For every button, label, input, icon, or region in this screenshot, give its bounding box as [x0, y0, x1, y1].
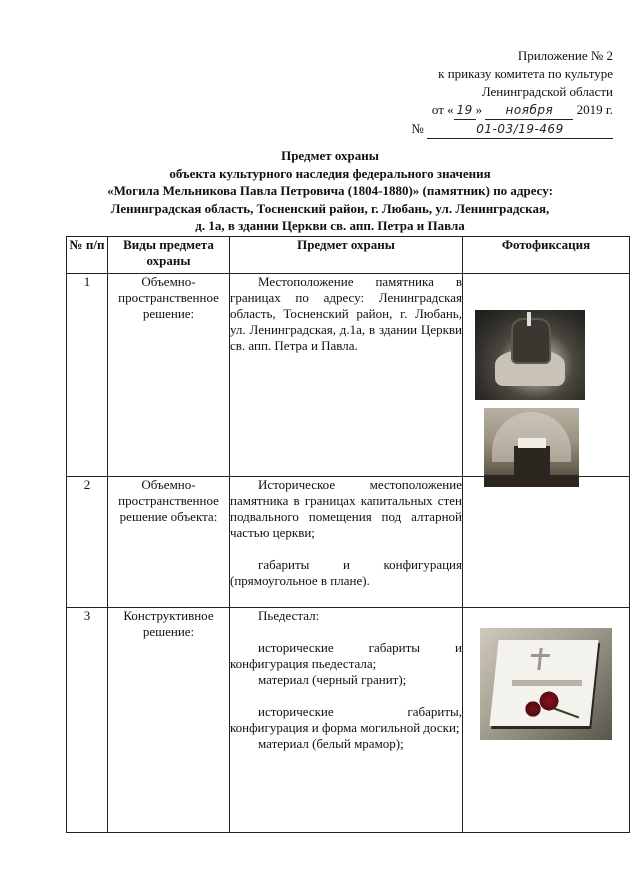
quote-close: »	[475, 102, 483, 117]
document-title	[60, 147, 600, 235]
appendix-line: Приложение № 2	[517, 48, 613, 63]
subject-paragraph: материал (черный гранит);	[258, 672, 407, 687]
appendix-header	[373, 47, 613, 139]
table-row	[67, 274, 630, 477]
order-date	[373, 101, 613, 120]
subject-paragraph: исторические габариты, конфигурация и форма могильной доски;	[230, 704, 462, 735]
row-subject	[230, 608, 463, 833]
handwritten-day: 19	[454, 101, 476, 120]
title-line: Предмет охраны	[281, 148, 379, 163]
handwritten-month: ноября	[485, 101, 573, 120]
order-reference: к приказу комитета по культуре	[438, 66, 613, 81]
title-line: «Могила Мельникова Павла Петровича (1804-1880)» (памятник) по адресу:	[107, 183, 553, 199]
row-subject	[230, 477, 463, 608]
subject-paragraph: материал (белый мрамор);	[258, 736, 404, 751]
row-kind: Объемно-пространственное решение объекта:	[108, 477, 230, 608]
region-name: Ленинградской области	[481, 84, 613, 99]
crypt-interior-photo	[484, 408, 579, 487]
subject-paragraph: исторические габариты и конфигурация пьедестала;	[230, 640, 462, 671]
row-number: 3	[67, 608, 108, 833]
row-number: 1	[67, 274, 108, 477]
row-kind: Объемно-пространственное решение:	[108, 274, 230, 477]
header-kind: Виды предмета охраны	[108, 237, 230, 274]
number-label: №	[411, 121, 424, 136]
table-row	[67, 477, 630, 608]
photo-cell	[463, 274, 630, 477]
handwritten-number: 01-03/19-469	[427, 120, 613, 139]
photo-cell	[463, 608, 630, 833]
order-year: 2019 г.	[576, 102, 613, 117]
subject-paragraph: Историческое местоположение памятника в границах капитальных стен подвального помещения под алтарной частью церкви;	[230, 477, 462, 540]
header-number: № п/п	[67, 237, 108, 274]
header-subject: Предмет охраны	[230, 237, 463, 274]
protection-table	[66, 236, 630, 833]
order-number	[373, 120, 613, 139]
row-subject	[230, 274, 463, 477]
title-line: объекта культурного наследия федерального значения	[169, 165, 491, 181]
photo-cell	[463, 477, 630, 608]
row-kind: Конструктивное решение:	[108, 608, 230, 833]
header-photo: Фотофиксация	[463, 237, 630, 274]
subject-paragraph: Пьедестал:	[258, 608, 320, 623]
table-header-row	[67, 237, 630, 274]
subject-paragraph: габариты и конфигурация (прямоугольное в плане).	[230, 557, 462, 588]
marble-gravestone-photo	[480, 628, 612, 740]
title-line: д. 1а, в здании Церкви св. апп. Петра и Павла	[195, 218, 465, 234]
title-line: Ленинградская область, Тосненский район, г. Любань, ул. Ленинградская,	[110, 200, 550, 216]
from-label: от «	[431, 102, 454, 117]
table-row	[67, 608, 630, 833]
subject-paragraph: Местоположение памятника в границах по адресу: Ленинградская область, Тосненский район, г. Любань, ул. Ленинградская, д.1а, в здании Церкви св. апп. Петра и Павла.	[230, 274, 462, 353]
row-number: 2	[67, 477, 108, 608]
church-aerial-photo	[475, 310, 585, 400]
